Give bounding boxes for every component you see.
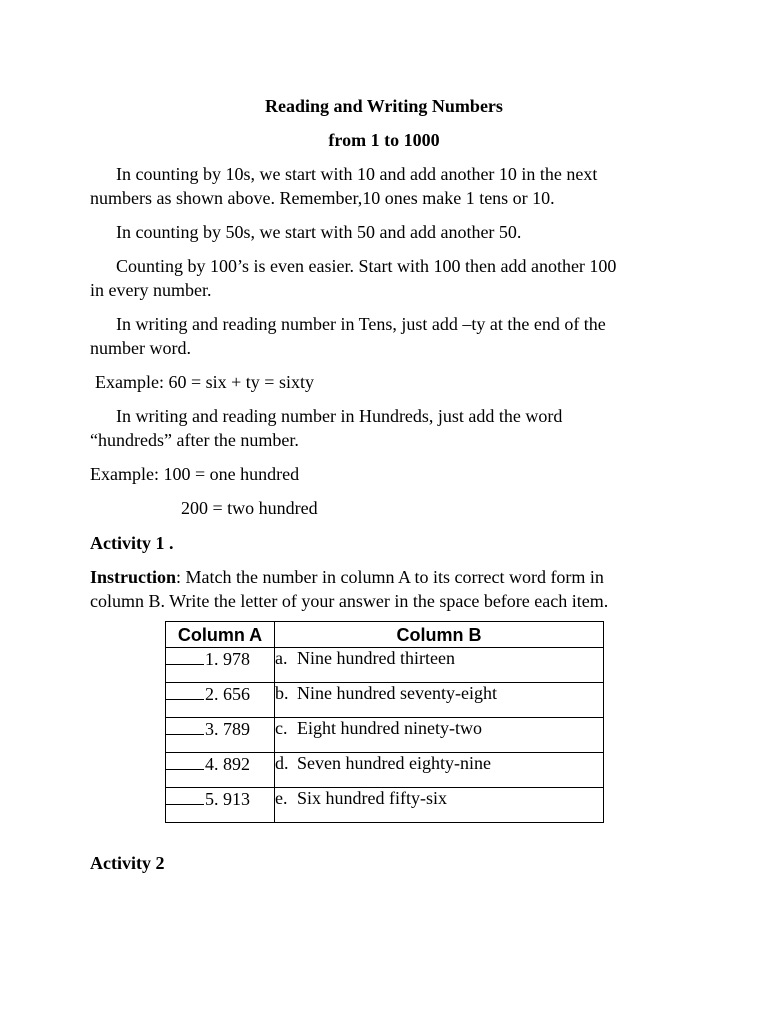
column-a-cell bbox=[166, 718, 275, 753]
title-line-2: from 1 to 1000 bbox=[328, 130, 440, 150]
choice-text: Eight hundred ninety-two bbox=[297, 718, 482, 738]
column-a-cell bbox=[166, 648, 275, 683]
choice-letter: d. bbox=[275, 753, 289, 773]
choice-text: Nine hundred seventy-eight bbox=[297, 683, 497, 703]
item-number: 3. 789 bbox=[205, 719, 250, 739]
column-a-cell bbox=[166, 753, 275, 788]
paragraph-counting-100s-line-2: in every number. bbox=[90, 280, 212, 300]
instruction-text: : Match the number in column A to its correct word form in bbox=[176, 567, 604, 587]
answer-blank[interactable] bbox=[166, 718, 204, 735]
choice-text: Nine hundred thirteen bbox=[297, 648, 455, 668]
answer-blank[interactable] bbox=[166, 788, 204, 805]
column-a-cell bbox=[166, 788, 275, 823]
paragraph-hundreds-line-1: In writing and reading number in Hundreds, just add the word bbox=[116, 406, 563, 426]
table-row bbox=[166, 683, 604, 718]
item-number: 2. 656 bbox=[205, 684, 250, 704]
activity-2-heading: Activity 2 bbox=[90, 853, 165, 873]
choice-letter: b. bbox=[275, 683, 289, 703]
choice-text: Six hundred fifty-six bbox=[297, 788, 447, 808]
answer-blank[interactable] bbox=[166, 753, 204, 770]
paragraph-counting-10s-line-2: numbers as shown above. Remember,10 ones make 1 tens or 10. bbox=[90, 188, 555, 208]
choice-text: Seven hundred eighty-nine bbox=[297, 753, 491, 773]
column-b-cell bbox=[275, 788, 604, 823]
column-b-cell bbox=[275, 753, 604, 788]
title-line-1: Reading and Writing Numbers bbox=[265, 96, 503, 116]
paragraph-tens-line-1: In writing and reading number in Tens, just add –ty at the end of the bbox=[116, 314, 606, 334]
table-row bbox=[166, 753, 604, 788]
activity-1-heading: Activity 1 . bbox=[90, 533, 174, 553]
answer-blank[interactable] bbox=[166, 683, 204, 700]
column-a-cell bbox=[166, 683, 275, 718]
instruction-label: Instruction bbox=[90, 567, 177, 587]
item-number: 1. 978 bbox=[205, 649, 250, 669]
column-a-header: Column A bbox=[166, 622, 275, 648]
choice-letter: a. bbox=[275, 648, 288, 668]
instruction-line-1 bbox=[90, 565, 604, 589]
item-number: 4. 892 bbox=[205, 754, 250, 774]
column-b-cell bbox=[275, 683, 604, 718]
choice-letter: e. bbox=[275, 788, 288, 808]
answer-blank[interactable] bbox=[166, 648, 204, 665]
table-row bbox=[166, 718, 604, 753]
example-hundreds-line-1: Example: 100 = one hundred bbox=[90, 464, 300, 484]
table-row bbox=[166, 788, 604, 823]
example-tens: Example: 60 = six + ty = sixty bbox=[95, 372, 314, 392]
paragraph-counting-50s: In counting by 50s, we start with 50 and add another 50. bbox=[116, 222, 522, 242]
column-b-cell bbox=[275, 648, 604, 683]
instruction-line-2: column B. Write the letter of your answer in the space before each item. bbox=[90, 591, 609, 611]
choice-letter: c. bbox=[275, 718, 288, 738]
paragraph-counting-10s-line-1: In counting by 10s, we start with 10 and add another 10 in the next bbox=[116, 164, 598, 184]
item-number: 5. 913 bbox=[205, 789, 250, 809]
column-b-cell bbox=[275, 718, 604, 753]
table-row bbox=[166, 648, 604, 683]
table-header-row bbox=[166, 622, 604, 648]
paragraph-tens-line-2: number word. bbox=[90, 338, 191, 358]
matching-table bbox=[165, 621, 604, 823]
example-hundreds-line-2: 200 = two hundred bbox=[181, 498, 318, 518]
column-b-header: Column B bbox=[275, 622, 604, 648]
paragraph-hundreds-line-2: “hundreds” after the number. bbox=[90, 430, 299, 450]
paragraph-counting-100s-line-1: Counting by 100’s is even easier. Start with 100 then add another 100 bbox=[116, 256, 617, 276]
